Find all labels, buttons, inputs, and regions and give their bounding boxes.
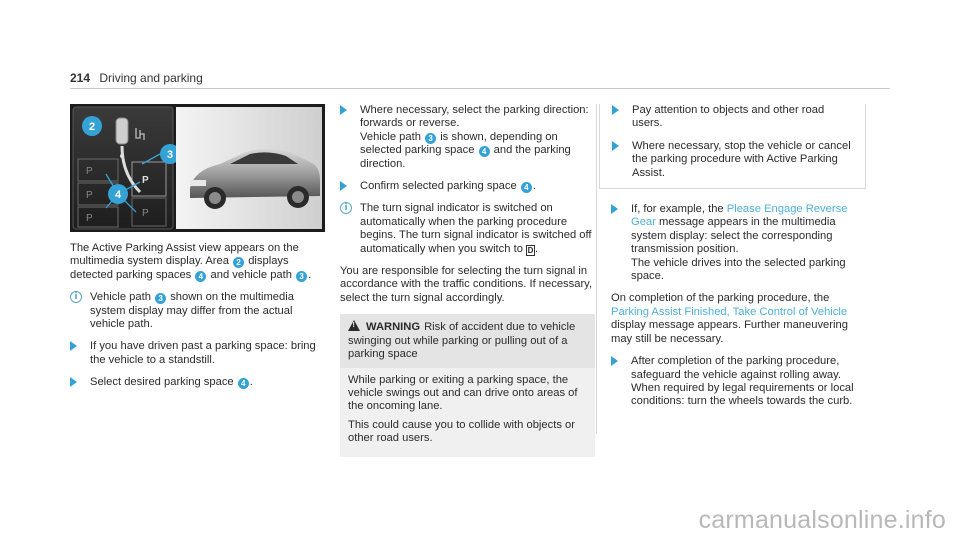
callout-3-badge: 3 — [155, 293, 166, 304]
steps-continuation-box — [599, 104, 866, 189]
step-arrow-icon — [611, 204, 618, 214]
info-note-turn-signal: i The turn signal indicator is switched on automatically when the parking procedure begins. The turn signal indicator is switched off automatically when you switch to D . — [340, 202, 595, 256]
step-arrow-icon — [70, 341, 77, 351]
warning-label: WARNING — [366, 321, 421, 334]
warning-text-1: While parking or exiting a parking space, the vehicle swings out and can drive onto areas of the oncoming lane. — [348, 373, 578, 413]
parking-assist-illustration — [70, 104, 325, 232]
step-pay-attention: Pay attention to objects and other road users. — [612, 104, 857, 131]
step-safeguard-vehicle: After completion of the parking procedure, safeguard the vehicle against rolling away. When required by legal requirements or local conditions: turn the wheels towards the curb. — [611, 355, 866, 409]
page-header — [70, 72, 203, 85]
svg-text:P: P — [142, 175, 149, 186]
step-arrow-icon — [612, 105, 619, 115]
callout-2-badge: 2 — [233, 257, 244, 268]
step-engage-reverse: If, for example, the Please Engage Reverse Gear message appears in the multimedia system display: select the corresponding transmission position. The vehicle drives into the selected parking space. — [611, 203, 866, 283]
step-select-direction: Where necessary, select the parking direction: forwards or reverse. Vehicle path 3 is shown, depending on selected parking space 4 and the parking direction. — [340, 104, 595, 171]
step-select-space: Select desired parking space 4 . — [70, 376, 325, 389]
step-arrow-icon — [340, 181, 347, 191]
step-arrow-icon — [70, 377, 77, 387]
svg-text:P: P — [86, 213, 93, 224]
turn-signal-paragraph: You are responsible for selecting the turn signal in accordance with the traffic conditions. If necessary, select the turn signal accordingly. — [340, 265, 593, 304]
warning-title: Risk of accident due to vehicle swinging out while parking or pulling out of a parking space — [348, 321, 576, 361]
warning-body — [340, 368, 595, 457]
warning-box — [340, 314, 595, 456]
step-arrow-icon — [611, 356, 618, 366]
callout-4-badge: 4 — [195, 271, 206, 282]
step-stop-vehicle: If you have driven past a parking space: bring the vehicle to a standstill. — [70, 340, 325, 367]
svg-text:P: P — [86, 166, 93, 177]
info-icon: i — [70, 291, 82, 303]
column-2 — [340, 104, 595, 457]
column-1 — [70, 104, 325, 399]
intro-paragraph: The Active Parking Assist view appears on the multimedia system display. Area 2 displays detected parking spaces 4 and vehicle path 3 . — [70, 242, 312, 281]
svg-text:3: 3 — [166, 149, 174, 161]
step-arrow-icon — [612, 141, 619, 151]
info-note-vehicle-path: i Vehicle path 3 shown on the multimedia system display may differ from the actual vehicle path. — [70, 291, 325, 331]
callout-4-badge: 4 — [521, 182, 532, 193]
warning-header — [340, 314, 595, 367]
svg-text:P: P — [142, 208, 149, 219]
info-icon: i — [340, 202, 352, 214]
display-message-parking-finished: Parking Assist Finished, Take Control of Vehicle — [611, 305, 848, 318]
drive-position-icon: D — [527, 245, 534, 255]
page-number: 214 — [70, 71, 91, 85]
svg-text:P: P — [86, 190, 93, 201]
parking-assist-figure — [70, 104, 325, 232]
callout-3-badge: 3 — [425, 133, 436, 144]
step-stop-or-cancel: Where necessary, stop the vehicle or cancel the parking procedure with Active Parking Assist. — [612, 140, 857, 180]
display-message-engage-reverse: Please Engage Reverse Gear — [631, 203, 848, 229]
section-title: Driving and parking — [99, 71, 203, 85]
callout-3-badge: 3 — [296, 271, 307, 282]
callout-4-badge: 4 — [479, 146, 490, 157]
warning-text-2: This could cause you to collide with objects or other road users. — [348, 418, 575, 445]
header-divider — [70, 88, 890, 89]
callout-4-badge: 4 — [238, 378, 249, 389]
warning-icon — [348, 320, 360, 331]
step-confirm-space: Confirm selected parking space 4 . — [340, 180, 595, 193]
svg-text:4: 4 — [114, 189, 122, 201]
column-divider — [596, 104, 597, 434]
watermark: carmanualsonline.info — [698, 505, 946, 533]
step-arrow-icon — [340, 105, 347, 115]
svg-text:2: 2 — [88, 121, 96, 133]
column-3 — [611, 104, 866, 418]
completion-paragraph: On completion of the parking procedure, the Parking Assist Finished, Take Control of Vehicle display message appears. Further maneuvering may still be necessary. — [611, 292, 848, 345]
